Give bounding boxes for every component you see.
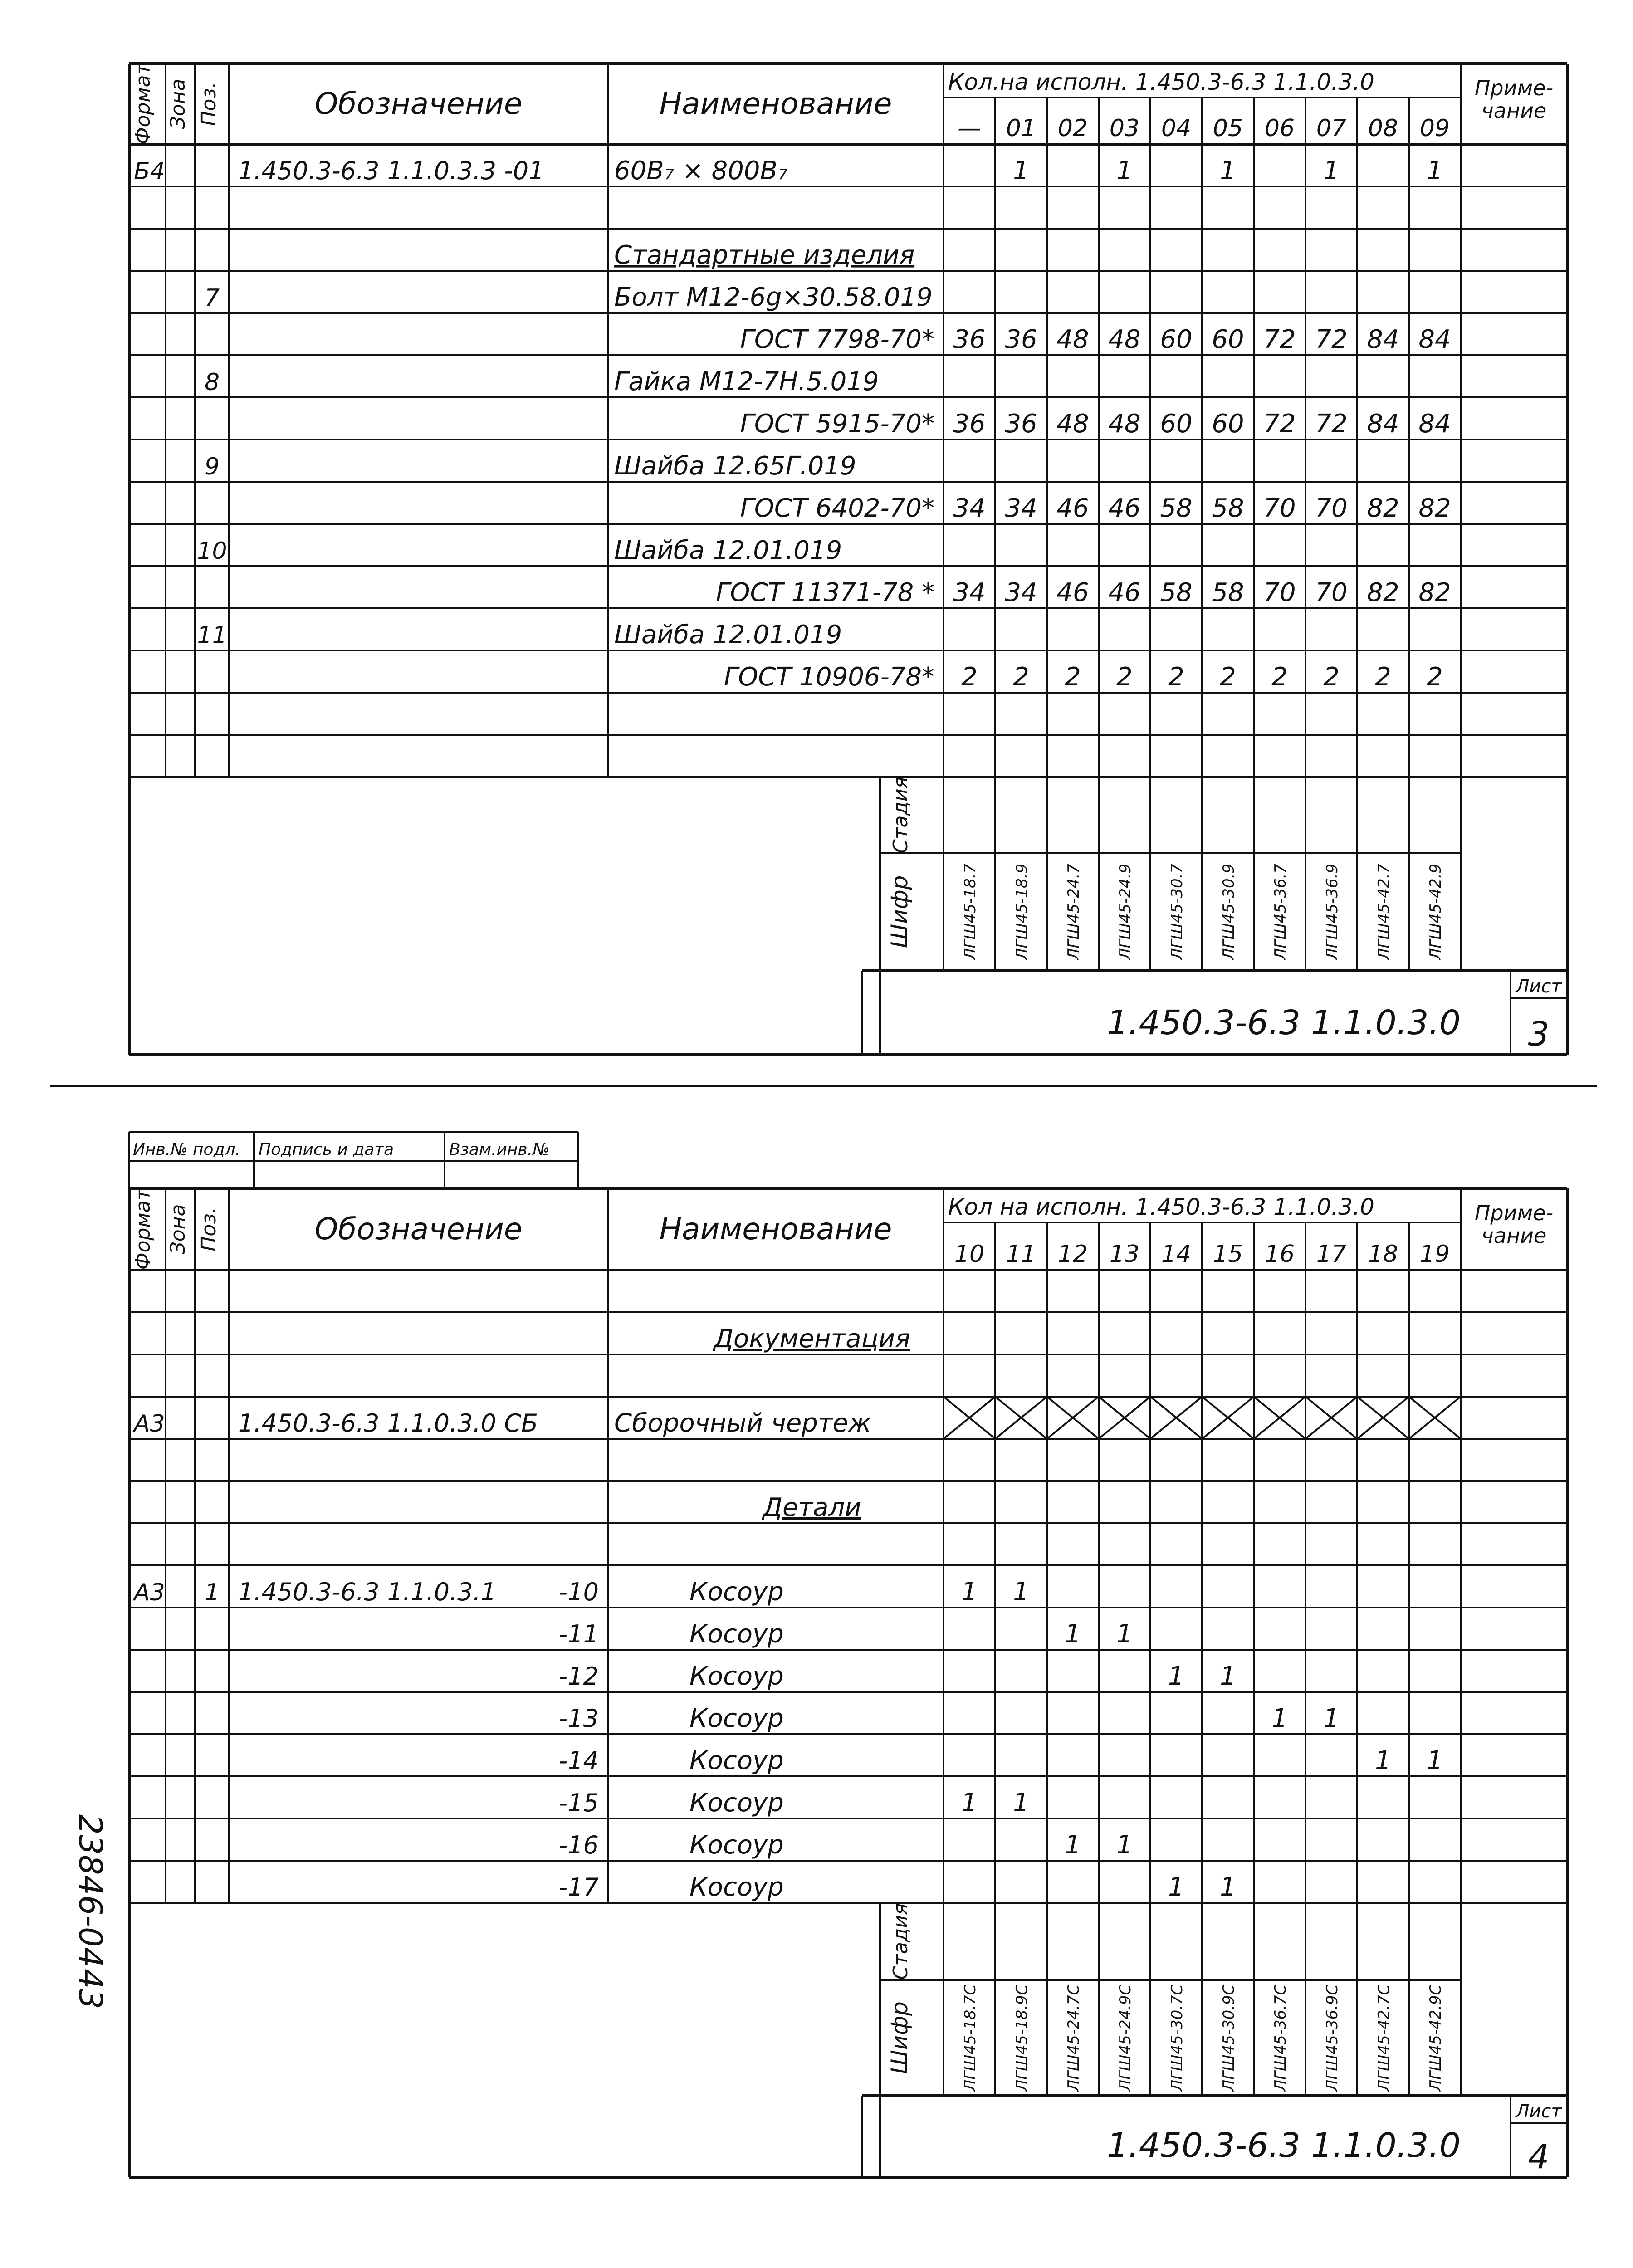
column-header-zone: Зона	[166, 1204, 190, 1255]
variant-code: ЛГШ45-42.9	[1427, 863, 1445, 960]
qty-value: 70	[1263, 578, 1296, 607]
qty-value: 46	[1108, 494, 1141, 523]
variant-code: ЛГШ45-30.7	[1168, 863, 1186, 960]
row-position: 7	[204, 284, 220, 312]
variant-code: ЛГШ45-42.7	[1375, 863, 1393, 960]
stage-label: Стадия	[889, 1903, 912, 1980]
qty-value: 34	[953, 494, 986, 523]
notes-header-line2: чание	[1481, 1223, 1547, 1248]
variant-code: ЛГШ45-36.9	[1323, 863, 1341, 960]
qty-value: 2	[1375, 662, 1391, 692]
row-designation-suffix: -17	[558, 1873, 599, 1901]
margin-archive	[72, 1814, 109, 1967]
qty-value: 1	[1323, 1704, 1340, 1733]
spec-sheet-4	[129, 1132, 1567, 2177]
variant-code: ЛГШ45-30.9С	[1220, 1984, 1238, 2092]
qty-value: 2	[1065, 662, 1081, 692]
column-header-name: Наименование	[659, 86, 892, 121]
qty-value: 60	[1212, 325, 1244, 354]
qty-value: 1	[1220, 1662, 1236, 1691]
qty-value: 84	[1418, 325, 1451, 354]
qty-value: 58	[1212, 494, 1244, 523]
row-position: 9	[204, 453, 220, 480]
variant-header-4: 14	[1161, 1241, 1192, 1268]
column-header-designation: Обозначение	[314, 86, 523, 121]
qty-value: 1	[1220, 1872, 1236, 1902]
variant-header-5: 05	[1213, 115, 1243, 142]
row-name: Косоур	[689, 1746, 784, 1775]
qty-value: 46	[1108, 578, 1141, 607]
qty-value: 60	[1212, 409, 1244, 439]
row-name: ГОСТ 10906-78*	[724, 662, 934, 692]
qty-value: 70	[1315, 494, 1348, 523]
sheet-number: 4	[1528, 2137, 1550, 2176]
row-name: Косоур	[689, 1577, 784, 1607]
row-name: 60В₇ × 800В₇	[614, 156, 788, 186]
qty-value: 84	[1367, 325, 1399, 354]
qty-value: 48	[1056, 325, 1089, 354]
qty-value: 46	[1056, 578, 1089, 607]
qty-value: 1	[1271, 1704, 1288, 1733]
row-name: Косоур	[689, 1619, 784, 1649]
document-number: 1.450.3-6.3 1.1.0.3.0	[1107, 1003, 1461, 1042]
qty-value: 1	[1116, 1830, 1133, 1860]
row-name: Косоур	[689, 1662, 784, 1691]
row-name: Болт М12-6g×30.58.019	[614, 283, 933, 312]
qty-value: 1	[1013, 156, 1029, 186]
variant-code: ЛГШ45-30.7С	[1168, 1984, 1186, 2092]
variant-code: ЛГШ45-18.9	[1013, 863, 1031, 960]
row-name: Гайка М12-7Н.5.019	[614, 367, 879, 396]
qty-value: 1	[1323, 156, 1340, 186]
variant-header-7: 07	[1316, 115, 1347, 142]
notes-header: Приме-	[1474, 76, 1554, 100]
qty-value: 36	[953, 325, 986, 354]
row-designation: 1.450.3-6.3 1.1.0.3.0 СБ	[238, 1409, 538, 1437]
row-name: Шайба 12.01.019	[614, 536, 842, 565]
qty-value: 36	[1005, 325, 1037, 354]
variant-header-6: 06	[1264, 115, 1295, 142]
notes-header-line2: чание	[1481, 98, 1547, 123]
qty-header: Кол.на исполн. 1.450.3-6.3 1.1.0.3.0	[948, 69, 1374, 95]
section-heading: Документация	[714, 1324, 910, 1354]
variant-header-0: 10	[954, 1241, 985, 1268]
row-name: ГОСТ 6402-70*	[740, 494, 934, 523]
qty-value: 2	[1116, 662, 1133, 692]
qty-value: 84	[1418, 409, 1451, 439]
qty-value: 1	[1065, 1619, 1081, 1649]
variant-header-8: 08	[1368, 115, 1398, 142]
qty-value: 72	[1263, 409, 1296, 439]
row-designation-suffix: -12	[558, 1662, 599, 1691]
sheet-label: Лист	[1516, 976, 1562, 997]
qty-value: 1	[1220, 156, 1236, 186]
qty-value: 82	[1367, 578, 1399, 607]
qty-value: 1	[1375, 1746, 1391, 1775]
sheet-label: Лист	[1516, 2101, 1562, 2122]
qty-value: 82	[1418, 578, 1451, 607]
spec-sheet-3	[129, 63, 1567, 1055]
qty-value: 2	[1271, 662, 1288, 692]
column-header-format: Формат	[132, 1188, 155, 1270]
qty-value: 36	[953, 409, 986, 439]
qty-value: 72	[1315, 409, 1348, 439]
variant-code: ЛГШ45-36.7	[1271, 863, 1290, 960]
column-header-format: Формат	[132, 63, 155, 145]
row-designation-suffix: -16	[558, 1831, 599, 1859]
variant-code: ЛГШ45-24.9	[1116, 863, 1134, 960]
qty-value: 1	[1168, 1662, 1184, 1691]
row-designation-suffix: -14	[558, 1746, 599, 1775]
sheet-number: 3	[1528, 1015, 1550, 1054]
section-heading: Детали	[763, 1493, 861, 1522]
column-header-designation: Обозначение	[314, 1212, 523, 1246]
archive-number: 23846-04	[72, 1814, 109, 1968]
qty-value: 1	[1168, 1872, 1184, 1902]
qty-value: 82	[1418, 494, 1451, 523]
qty-value: 70	[1315, 578, 1348, 607]
variant-code: ЛГШ45-36.9С	[1323, 1984, 1341, 2092]
row-format: А3	[134, 1579, 165, 1606]
variant-header-3: 03	[1109, 115, 1140, 142]
qty-value: 1	[961, 1788, 978, 1818]
stamp-inv-no: Инв.№ подл.	[133, 1140, 240, 1159]
column-header-zone: Зона	[166, 78, 190, 129]
qty-value: 48	[1056, 409, 1089, 439]
row-name: Шайба 12.01.019	[614, 620, 842, 650]
qty-value: 1	[1427, 156, 1443, 186]
row-name: Косоур	[689, 1704, 784, 1733]
row-name: Косоур	[689, 1830, 784, 1860]
page-number: 43	[72, 1969, 109, 2009]
row-name: ГОСТ 11371-78 *	[716, 578, 934, 607]
variant-header-5: 15	[1213, 1241, 1243, 1268]
qty-value: 48	[1108, 409, 1141, 439]
column-header-pos: Поз.	[197, 82, 220, 126]
qty-value: 34	[1005, 578, 1037, 607]
variant-header-4: 04	[1161, 115, 1192, 142]
qty-value: 2	[961, 662, 978, 692]
qty-value: 58	[1160, 578, 1193, 607]
qty-value: 60	[1160, 325, 1193, 354]
row-name: Косоур	[689, 1872, 784, 1902]
variant-header-9: 19	[1419, 1241, 1450, 1268]
variant-header-7: 17	[1316, 1241, 1347, 1268]
qty-value: 58	[1212, 578, 1244, 607]
qty-value: 1	[1013, 1788, 1029, 1818]
qty-value: 2	[1013, 662, 1029, 692]
qty-value: 48	[1108, 325, 1141, 354]
variant-code: ЛГШ45-18.7	[961, 863, 979, 960]
stage-label: Стадия	[889, 777, 912, 853]
row-name: ГОСТ 7798-70*	[740, 325, 934, 354]
variant-code: ЛГШ45-18.7С	[961, 1984, 979, 2092]
document-number: 1.450.3-6.3 1.1.0.3.0	[1107, 2126, 1461, 2165]
qty-value: 82	[1367, 494, 1399, 523]
row-name: Косоур	[689, 1788, 784, 1818]
qty-value: 2	[1168, 662, 1184, 692]
variant-code: ЛГШ45-24.9С	[1116, 1984, 1134, 2092]
variant-header-1: 11	[1006, 1241, 1037, 1268]
row-name: Сборочный чертеж	[614, 1408, 871, 1438]
qty-header: Кол на исполн. 1.450.3-6.3 1.1.0.3.0	[948, 1194, 1374, 1220]
variant-header-1: 01	[1006, 115, 1037, 142]
qty-value: 2	[1220, 662, 1236, 692]
qty-value: 1	[1427, 1746, 1443, 1775]
qty-value: 2	[1323, 662, 1340, 692]
qty-value: 72	[1263, 325, 1296, 354]
row-name: ГОСТ 5915-70*	[740, 409, 934, 439]
code-label: Шифр	[886, 875, 913, 948]
row-designation-suffix: -13	[558, 1704, 599, 1733]
stamp-signature-date: Подпись и дата	[259, 1140, 394, 1159]
qty-value: 60	[1160, 409, 1193, 439]
qty-value: 46	[1056, 494, 1089, 523]
column-header-pos: Поз.	[197, 1207, 220, 1251]
row-format: Б4	[134, 158, 165, 185]
stamp-replace-inv: Взам.инв.№	[449, 1140, 550, 1159]
variant-code: ЛГШ45-18.9С	[1013, 1984, 1031, 2092]
row-position: 11	[197, 622, 227, 649]
code-label: Шифр	[886, 2001, 913, 2074]
qty-value: 84	[1367, 409, 1399, 439]
variant-header-6: 16	[1264, 1241, 1295, 1268]
qty-value: 1	[1116, 156, 1133, 186]
notes-header: Приме-	[1474, 1201, 1554, 1225]
row-designation-suffix: -11	[558, 1620, 599, 1648]
variant-header-9: 09	[1419, 115, 1450, 142]
qty-value: 2	[1427, 662, 1443, 692]
qty-value: 1	[1065, 1830, 1081, 1860]
row-position: 8	[204, 369, 220, 396]
qty-value: 58	[1160, 494, 1193, 523]
variant-code: ЛГШ45-42.7С	[1375, 1984, 1393, 2092]
qty-value: 34	[953, 578, 986, 607]
variant-header-2: 02	[1057, 115, 1088, 142]
qty-value: 70	[1263, 494, 1296, 523]
qty-value: 72	[1315, 325, 1348, 354]
row-designation-suffix: -10	[558, 1578, 599, 1606]
row-format: А3	[134, 1410, 165, 1437]
qty-value: 1	[961, 1577, 978, 1607]
margin-page	[72, 1969, 109, 2009]
variant-code: ЛГШ45-36.7С	[1271, 1984, 1290, 2092]
qty-value: 36	[1005, 409, 1037, 439]
row-position: 1	[204, 1579, 220, 1606]
variant-code: ЛГШ45-24.7	[1065, 863, 1083, 960]
variant-code: ЛГШ45-24.7С	[1065, 1984, 1083, 2092]
row-position: 10	[197, 538, 227, 565]
variant-header-8: 18	[1368, 1241, 1398, 1268]
qty-value: 1	[1116, 1619, 1133, 1649]
variant-header-0: —	[958, 115, 981, 142]
row-designation-suffix: -15	[558, 1789, 599, 1817]
row-name: Шайба 12.65Г.019	[614, 451, 856, 481]
qty-value: 1	[1013, 1577, 1029, 1607]
variant-code: ЛГШ45-30.9	[1220, 863, 1238, 960]
variant-header-3: 13	[1109, 1241, 1140, 1268]
row-designation: 1.450.3-6.3 1.1.0.3.1	[238, 1578, 497, 1606]
row-designation: 1.450.3-6.3 1.1.0.3.3 -01	[238, 156, 544, 185]
qty-value: 34	[1005, 494, 1037, 523]
column-header-name: Наименование	[659, 1212, 892, 1246]
section-heading: Стандартные изделия	[614, 240, 915, 270]
variant-header-2: 12	[1057, 1241, 1088, 1268]
variant-code: ЛГШ45-42.9С	[1427, 1984, 1445, 2092]
